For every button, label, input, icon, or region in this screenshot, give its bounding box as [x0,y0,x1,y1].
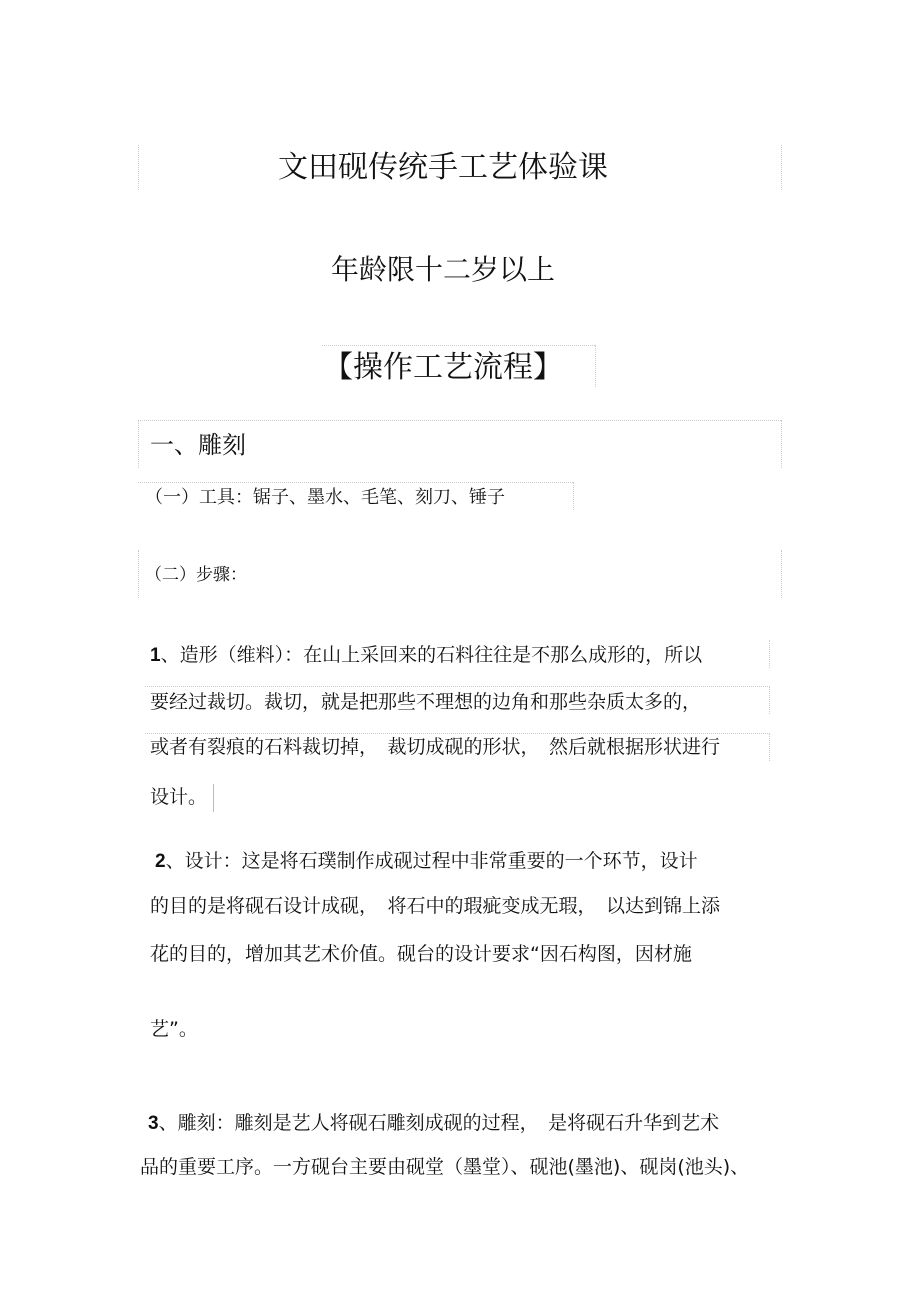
step-text: 、设计：这是将石璞制作成砚过程中非常重要的一个环节，设计 [165,850,698,872]
frame-line [145,686,770,687]
step-text: 、造形（维料）：在山上采回来的石料往往是不那么成形的，所以 [160,644,703,666]
frame-line [138,482,573,483]
document-title: 文田砚传统手工艺体验课 [278,150,608,185]
process-heading: 【操作工艺流程】 [323,350,563,385]
age-limit: 年龄限十二岁以上 [330,253,555,286]
step-text: 艺”。 [150,1018,198,1040]
step-text: 品的重要工序。一方砚台主要由砚堂（墨堂）、砚池(墨池)、砚岗(池头)、 [140,1156,750,1178]
section-heading: 一、雕刻 [150,431,246,459]
tools-line: （一）工具：锯子、墨水、毛笔、刻刀、锤子 [145,487,505,508]
step-text: 设计。 [150,786,208,808]
step-number: 2 [155,851,166,872]
steps-label: （二）步骤： [145,565,247,585]
frame-line [138,550,139,598]
step-text: 要经过裁切。裁切，就是把那些不理想的边角和那些杂质太多的， [150,691,702,713]
step-text: 的目的是将砚石设计成砚， 将石中的瑕疵变成无瑕， 以达到锦上添 [150,895,721,917]
frame-line [573,482,574,510]
step-text: 花的目的，增加其艺术价值。砚台的设计要求“因石构图，因材施 [150,943,692,965]
step-number: 3 [148,1113,159,1134]
frame-line [138,420,781,421]
frame-line [781,420,782,468]
step-text: 、雕刻：雕刻是艺人将砚石雕刻成砚的过程， 是将砚石升华到艺术 [158,1112,720,1134]
frame-line [769,640,770,668]
frame-line [781,550,782,598]
frame-line [213,784,214,812]
frame-line [769,733,770,761]
step-text: 或者有裂痕的石料裁切掉， 裁切成砚的形状， 然后就根据形状进行 [150,736,721,758]
step-number: 1 [150,645,161,666]
frame-line [138,420,139,468]
frame-line [769,686,770,714]
frame-line [322,345,595,346]
frame-line [145,733,770,734]
